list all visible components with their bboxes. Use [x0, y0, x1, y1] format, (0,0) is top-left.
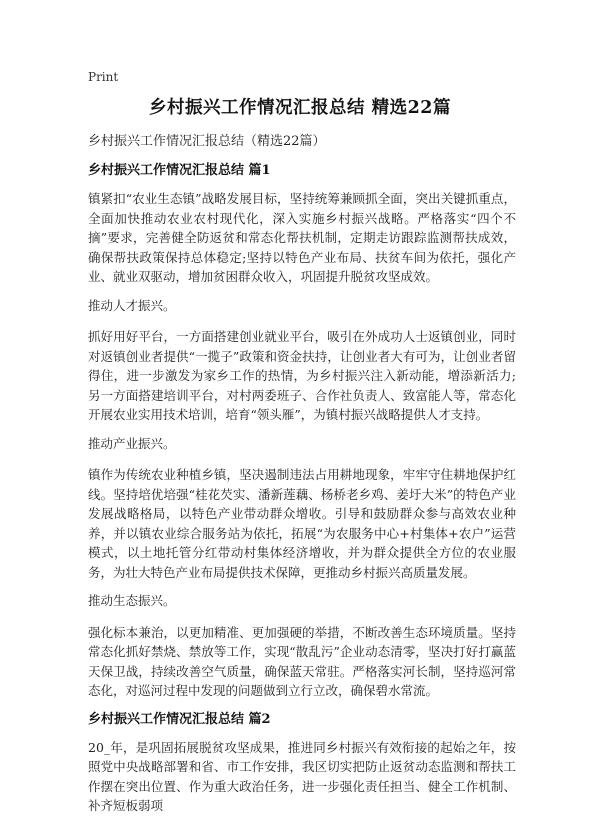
section-heading-2: 乡村振兴工作情况汇报总结 篇2	[88, 711, 271, 727]
section-heading-1: 乡村振兴工作情况汇报总结 篇1	[88, 163, 271, 178]
document-subtitle: 乡村振兴工作情况汇报总结（精选22篇）	[88, 134, 326, 149]
document-body	[88, 132, 516, 825]
subheading-industry: 推动产业振兴。	[88, 435, 176, 451]
subheading-ecology: 推动生态振兴。	[88, 593, 176, 608]
subheading-talent: 推动人才振兴。	[88, 297, 176, 313]
paragraph: 强化标本兼治，以更加精准、更加强硬的举措，不断改善生态环境质量。坚持常态化抓好禁烧、禁放等工作，实现“散乱污”企业动态清零，坚决打好打赢蓝天保卫战，持续改善空气质量，确保蓝天常驻。严格落实河长制，坚持巡河常态化，对巡河过程中发现的问题做到立行立改，确保碧水常流。	[88, 624, 516, 698]
print-link[interactable]: Print	[88, 70, 119, 84]
paragraph: 20_年，是巩固拓展脱贫攻坚成果，推进同乡村振兴有效衔接的起始之年，按照党中央战略部署和省、市工作安排，我区切实把防止返贫动态监测和帮扶工作摆在突出位置、作为重大政治任务，进一步强化责任担当、健全工作机制、补齐短板弱项	[88, 739, 516, 813]
paragraph: 抓好用好平台，一方面搭建创业就业平台，吸引在外成功人士返镇创业，同时对返镇创业者提供“一揽子”政策和资金扶持，让创业者大有可为，让创业者留得住，进一步激发为家乡工作的热情，为乡村振兴注入新动能，增添新活力;另一方面搭建培训平台，对村两委班子、合作社负责人、致富能人等，常态化开展农业实用技术培训，培育“领头雁”，为镇村振兴战略提供人才支持。	[88, 329, 516, 422]
paragraph: 镇作为传统农业种植乡镇，坚决遏制违法占用耕地现象，牢牢守住耕地保护红线。坚持培优培强“桂花芡实、潘新莲藕、杨桥老乡鸡、姜圩大米”的特色产业发展战略格局，以特色产业带动群众增收。引导和鼓励群众参与高效农业种养，并以镇农业综合服务站为依托，拓展“为农服务中心+村集体+农户”运营模式，以土地托管分红带动村集体经济增收，并为群众提供全方位的农业服务，为壮大特色产业布局提供技术保障，更推动乡村振兴高质量发展。	[88, 467, 516, 580]
paragraph: 镇紧扣“农业生态镇”战略发展目标，坚持统筹兼顾抓全面，突出关键抓重点，全面加快推动农业农村现代化，深入实施乡村振兴战略。严格落实“四个不摘”要求，完善健全防返贫和常态化帮扶机制，定期走访跟踪监测帮扶成效，确保帮扶政策保持总体稳定;坚持以特色产业布局、扶贫车间为依托，强化产业、就业双驱动，增加贫困群众收入，巩固提升脱贫攻坚成效。	[88, 191, 516, 284]
document-title: 乡村振兴工作情况汇报总结 精选22篇	[149, 98, 451, 118]
